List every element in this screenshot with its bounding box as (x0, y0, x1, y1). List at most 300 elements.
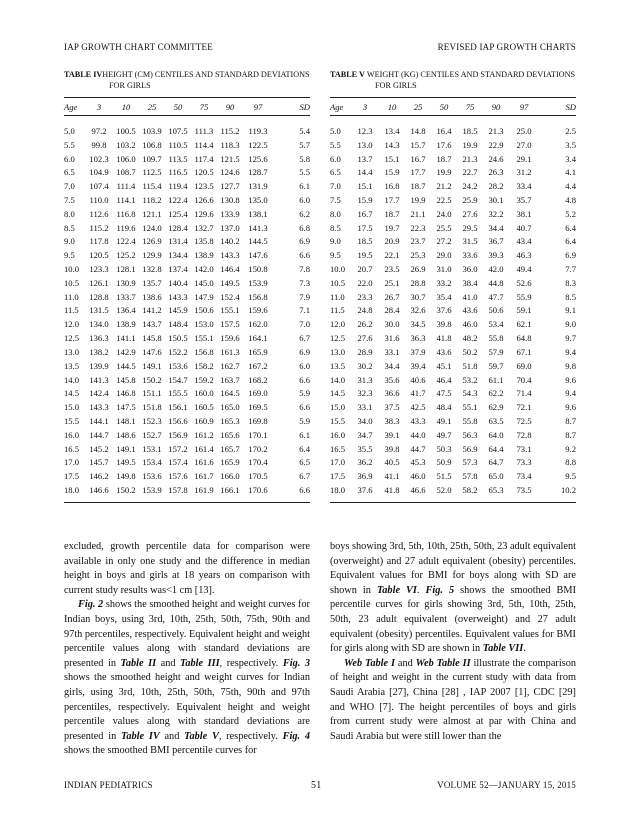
table-cell: 122.5 (248, 139, 268, 150)
table-cell: 43.6 (436, 346, 452, 357)
table-cell: 17.0 (64, 457, 80, 468)
table-cell: 8.7 (565, 429, 576, 440)
table-cell: 135.7 (142, 277, 162, 288)
table-cell: 123.5 (194, 181, 214, 192)
table-cell: 167.2 (248, 360, 268, 371)
table-cell: 141.2 (142, 305, 162, 316)
table-cell: 39.4 (410, 360, 426, 371)
table-cell: 11.0 (64, 291, 79, 302)
page-number: 51 (311, 780, 322, 791)
table-cell: 13.5 (330, 360, 346, 371)
table-cell: 150.6 (194, 305, 214, 316)
table-cell: 9.5 (565, 471, 576, 482)
table-cell: 30.2 (357, 360, 373, 371)
table-cell: 137.4 (168, 264, 188, 275)
table-cell: 41.0 (462, 291, 478, 302)
table-cell: 30.1 (488, 194, 504, 205)
table-cell: 13.4 (384, 125, 400, 136)
table-cell: 165.3 (220, 415, 240, 426)
table-cell: 6.7 (299, 333, 310, 344)
table-cell: 8.5 (330, 222, 341, 233)
table-cell: 35.6 (384, 374, 400, 385)
table-cell: 22.1 (384, 250, 400, 261)
table-cell: 4.1 (565, 167, 576, 178)
table-cell: 4.8 (565, 194, 576, 205)
table-row (64, 345, 310, 359)
table-cell: 13.5 (64, 360, 80, 371)
table-cell: 149.1 (142, 360, 162, 371)
table-cell: 6.6 (299, 402, 310, 413)
table-cell: 19.7 (384, 222, 400, 233)
table-cell: 17.5 (330, 471, 346, 482)
table-row (330, 179, 576, 193)
table-cell: 150.8 (248, 264, 268, 275)
text-run: illustrate the comparison of height and weight in the current study with data from Saudi Arabia [27], China [28] , IAP 2007 [1], CDC [29] and WHO [7]. The height percentiles of boys and girls from current study were almost at par with China and Saudi Arabia but were still lower than the (330, 657, 576, 742)
table-cell: 11.5 (330, 305, 345, 316)
table-cell: 141.3 (248, 222, 268, 233)
table-row (330, 359, 576, 373)
table-cell: 32.3 (357, 388, 373, 399)
table-cell: 131.9 (248, 181, 268, 192)
table-cell: 153.4 (142, 457, 162, 468)
table-cell: 31.6 (384, 333, 400, 344)
table-row (64, 235, 310, 249)
table-cell: 32.6 (410, 305, 426, 316)
table-cell: 163.7 (220, 374, 240, 385)
table-cell: 131.4 (168, 236, 188, 247)
table-cell: 161.9 (194, 485, 214, 496)
table-cell: 162.0 (248, 319, 268, 330)
table-ref: Web Table I (344, 657, 395, 669)
table-cell: 17.7 (384, 194, 400, 205)
table-cell: 71.4 (516, 388, 532, 399)
table-cell: 138.6 (142, 291, 162, 302)
table-cell: 54.3 (462, 388, 478, 399)
table-cell: 9.1 (565, 305, 576, 316)
table-cell: 116.8 (116, 208, 136, 219)
table-cell: 18.7 (436, 153, 452, 164)
table-cell: 6.0 (330, 153, 341, 164)
table-row (64, 165, 310, 179)
table-cell: 103.9 (142, 125, 162, 136)
table-cell: 49.4 (516, 264, 532, 275)
table-cell: 164.1 (248, 333, 268, 344)
table-cell: 149.8 (116, 471, 136, 482)
table-cell: 33.6 (462, 250, 478, 261)
table-cell: 158.2 (194, 360, 214, 371)
table-cell: 73.4 (516, 471, 532, 482)
table-cell: 117.8 (89, 236, 109, 247)
table-row (64, 469, 310, 483)
table-cell: 57.3 (462, 457, 478, 468)
table-cell: 9.0 (330, 236, 341, 247)
table-cell: 56.9 (462, 443, 478, 454)
table-row (330, 331, 576, 345)
table-cell: 151.8 (142, 402, 162, 413)
table-cell: 65.3 (488, 485, 504, 496)
running-header-left: IAP GROWTH CHART COMMITTEE (64, 42, 213, 52)
table-cell: 129.6 (194, 208, 214, 219)
table-cell: 125.4 (168, 208, 188, 219)
table-cell: 25.5 (436, 222, 452, 233)
table-cell: 127.7 (220, 181, 240, 192)
table-cell: 6.6 (299, 374, 310, 385)
table-cell: 6.7 (299, 471, 310, 482)
table-cell: 145.0 (194, 277, 214, 288)
paragraph: excluded, growth percentile data for comparison were available in only one study and the difference in median height in boys and girls at 18 years on comparison with current study results was<1 cm [13]. (64, 541, 310, 596)
paragraph (64, 598, 310, 759)
table-cell: 160.9 (194, 415, 214, 426)
table-cell: 46.0 (410, 471, 426, 482)
table-cell: 18.0 (330, 485, 346, 496)
table-cell: 44.0 (410, 429, 426, 440)
table-cell: 28.9 (357, 346, 373, 357)
table-cell: 150.2 (116, 485, 136, 496)
table-cell: 19.9 (410, 194, 426, 205)
table-ref: Web Table II (415, 657, 471, 669)
table-cell: 118.2 (142, 194, 162, 205)
table-cell: 6.1 (299, 429, 310, 440)
table-cell: 9.0 (64, 236, 75, 247)
table-cell: 125.6 (248, 153, 268, 164)
table-cell: 7.5 (330, 194, 341, 205)
table-row (330, 483, 576, 497)
table-row (330, 124, 576, 138)
table-cell: 26.9 (410, 264, 426, 275)
table-cell: 165.7 (220, 443, 240, 454)
table-cell: 64.7 (488, 457, 504, 468)
table-cell: 22.5 (436, 194, 452, 205)
table-cell: 138.9 (194, 250, 214, 261)
table-cell: 8.8 (565, 457, 576, 468)
column-header: Age (64, 101, 78, 112)
table-cell: 152.3 (142, 415, 162, 426)
table-v-body (330, 116, 576, 503)
table-cell: 48.2 (462, 333, 478, 344)
table-cell: 41.8 (384, 485, 400, 496)
table-row (330, 193, 576, 207)
table-cell: 31.3 (357, 374, 373, 385)
table-cell: 14.8 (410, 125, 426, 136)
table-cell: 128.8 (89, 291, 109, 302)
table-row (330, 276, 576, 290)
table-cell: 99.8 (91, 139, 107, 150)
table-cell: 132.7 (194, 222, 214, 233)
table-cell: 166.0 (220, 471, 240, 482)
table-cell: 126.9 (142, 236, 162, 247)
table-cell: 124.6 (220, 167, 240, 178)
table-cell: 50.2 (462, 346, 478, 357)
table-cell: 24.0 (436, 208, 452, 219)
table-cell: 5.2 (565, 208, 576, 219)
table-cell: 34.4 (384, 360, 400, 371)
table-cell: 9.4 (565, 346, 576, 357)
table-cell: 41.8 (436, 333, 452, 344)
table-cell: 129.9 (142, 250, 162, 261)
table-cell: 15.1 (357, 181, 373, 192)
table-cell: 157.8 (168, 485, 188, 496)
table-cell: 6.6 (299, 485, 310, 496)
table-cell: 170.4 (248, 457, 268, 468)
table-cell: 5.5 (330, 139, 341, 150)
table-cell: 21.3 (488, 125, 504, 136)
table-cell: 138.1 (248, 208, 268, 219)
table-cell: 166.1 (220, 485, 240, 496)
table-cell: 25.9 (462, 194, 478, 205)
table-cell: 25.1 (384, 277, 400, 288)
table-cell: 35.5 (357, 443, 373, 454)
column-header: 3 (96, 101, 102, 112)
table-cell: 9.0 (565, 319, 576, 330)
table-cell: 9.5 (330, 250, 341, 261)
table-cell: 33.1 (357, 402, 373, 413)
table-cell: 157.2 (168, 443, 188, 454)
running-header-right: REVISED IAP GROWTH CHARTS (437, 42, 576, 52)
fig-ref: Fig. 4 (282, 730, 310, 742)
table-cell: 132.8 (142, 264, 162, 275)
table-cell: 3.5 (565, 139, 576, 150)
table-cell: 23.7 (410, 236, 426, 247)
table-cell: 144.1 (89, 415, 109, 426)
table-cell: 119.3 (248, 125, 268, 136)
table-cell: 9.8 (565, 360, 576, 371)
table-cell: 33.1 (384, 346, 400, 357)
table-cell: 141.1 (116, 333, 136, 344)
table-cell: 18.7 (410, 181, 426, 192)
table-cell: 14.5 (64, 388, 80, 399)
table-row (330, 428, 576, 442)
table-cell: 21.3 (462, 153, 478, 164)
table-cell: 147.6 (248, 250, 268, 261)
table-cell: 13.7 (357, 153, 373, 164)
table-ref: Table VI (376, 584, 417, 596)
table-cell: 38.3 (384, 415, 400, 426)
table-cell: 168.2 (248, 374, 268, 385)
table-cell: 47.7 (488, 291, 504, 302)
table-cell: 72.8 (516, 429, 532, 440)
column-header: SD (565, 101, 576, 112)
table-cell: 159.6 (220, 333, 240, 344)
table-cell: 6.5 (330, 167, 341, 178)
table-cell: 133.7 (116, 291, 136, 302)
table-cell: 113.5 (168, 153, 188, 164)
table-cell: 55.1 (462, 402, 478, 413)
table-row (330, 152, 576, 166)
table-row (64, 221, 310, 235)
table-v (330, 69, 576, 503)
table-cell: 126.1 (89, 277, 109, 288)
table-cell: 23.5 (384, 264, 400, 275)
table-row (64, 317, 310, 331)
table-cell: 72.1 (516, 402, 532, 413)
table-cell: 6.5 (299, 457, 310, 468)
table-cell: 50.6 (488, 305, 504, 316)
table-cell: 13.0 (357, 139, 373, 150)
table-cell: 165.9 (248, 346, 268, 357)
table-row (64, 248, 310, 262)
fig-ref: Fig. 5 (425, 584, 455, 596)
table-row (64, 276, 310, 290)
table-cell: 53.4 (488, 319, 504, 330)
table-cell: 73.3 (516, 457, 532, 468)
table-cell: 156.8 (248, 291, 268, 302)
table-cell: 97.2 (91, 125, 107, 136)
table-cell: 28.8 (410, 277, 426, 288)
table-cell: 147.5 (116, 402, 136, 413)
table-cell: 73.1 (516, 443, 532, 454)
table-row (330, 248, 576, 262)
table-cell: 147.9 (194, 291, 214, 302)
table-cell: 39.8 (436, 319, 452, 330)
table-row (64, 456, 310, 470)
table-cell: 5.9 (299, 415, 310, 426)
footer-journal: INDIAN PEDIATRICS (64, 780, 153, 790)
table-row (330, 317, 576, 331)
table-cell: 36.0 (462, 264, 478, 275)
table-cell: 160.5 (194, 402, 214, 413)
table-cell: 123.3 (89, 264, 109, 275)
table-cell: 165.0 (220, 402, 240, 413)
table-cell: 16.7 (357, 208, 373, 219)
table-cell: 26.7 (384, 291, 400, 302)
table-cell: 142.9 (116, 346, 136, 357)
table-cell: 46.6 (410, 485, 426, 496)
table-cell: 6.4 (565, 222, 576, 233)
table-cell: 135.8 (194, 236, 214, 247)
table-cell: 17.7 (410, 167, 426, 178)
table-cell: 156.1 (168, 402, 188, 413)
table-cell: 6.0 (299, 194, 310, 205)
table-cell: 43.3 (410, 415, 426, 426)
table-cell: 165.9 (220, 457, 240, 468)
table-cell: 137.0 (220, 222, 240, 233)
table-cell: 64.0 (488, 429, 504, 440)
table-cell: 6.8 (299, 222, 310, 233)
table-row (64, 483, 310, 497)
table-ref: Table II (120, 657, 157, 669)
table-cell: 126.6 (194, 194, 214, 205)
table-cell: 31.5 (462, 236, 478, 247)
table-cell: 19.9 (436, 167, 452, 178)
body-column-right (330, 540, 576, 744)
table-cell: 130.8 (220, 194, 240, 205)
table-cell: 141.3 (89, 374, 109, 385)
column-header: 90 (491, 101, 501, 112)
table-row (330, 290, 576, 304)
column-header: 25 (147, 101, 157, 112)
table-cell: 57.8 (462, 471, 478, 482)
table-cell: 14.3 (384, 139, 400, 150)
table-cell: 12.5 (64, 333, 80, 344)
table-cell: 15.5 (330, 415, 346, 426)
column-header: 97 (519, 101, 529, 112)
table-cell: 11.0 (330, 291, 345, 302)
table-cell: 121.1 (142, 208, 162, 219)
table-cell: 69.0 (516, 360, 532, 371)
table-cell: 9.5 (64, 250, 75, 261)
table-cell: 133.9 (220, 208, 240, 219)
table-cell: 120.5 (194, 167, 214, 178)
table-cell: 5.0 (64, 125, 75, 136)
table-cell: 107.5 (168, 125, 188, 136)
table-cell: 16.4 (436, 125, 452, 136)
table-cell: 170.6 (248, 485, 268, 496)
table-cell: 7.0 (299, 319, 310, 330)
table-cell: 143.3 (220, 250, 240, 261)
table-cell: 14.4 (357, 167, 373, 178)
table-cell: 157.4 (168, 457, 188, 468)
table-cell: 21.1 (410, 208, 426, 219)
table-cell: 10.2 (560, 485, 576, 496)
table-cell: 6.9 (565, 250, 576, 261)
table-cell: 8.3 (565, 277, 576, 288)
table-cell: 6.4 (299, 443, 310, 454)
fig-ref: Fig. 2 (78, 599, 104, 611)
text-run: shows the smoothed BMI percentile curves for girls showing 3rd, 5th, 10th, 25th, 50th, 23 adult equivalent (overweight) and 27 adult equivalent (obesity) percentiles. Equivalent values for BMI for girls along with SD are shown in (330, 584, 576, 655)
table-v-title: WEIGHT (KG) CENTILES AND STANDARD DEVIATIONS (366, 70, 576, 79)
table-cell: 46.0 (462, 319, 478, 330)
table-row (64, 400, 310, 414)
table-cell: 6.4 (565, 236, 576, 247)
table-cell: 29.5 (462, 222, 478, 233)
table-cell: 40.6 (410, 374, 426, 385)
table-cell: 63.5 (488, 415, 504, 426)
table-cell: 19.9 (462, 139, 478, 150)
table-cell: 22.0 (357, 277, 373, 288)
table-cell: 10.0 (330, 264, 346, 275)
table-cell: 16.8 (384, 181, 400, 192)
table-row (330, 138, 576, 152)
table-row (64, 179, 310, 193)
table-cell: 22.9 (488, 139, 504, 150)
table-cell: 16.7 (410, 153, 426, 164)
table-cell: 160.0 (194, 388, 214, 399)
table-cell: 120.5 (89, 250, 109, 261)
footer-volume: VOLUME 52—JANUARY 15, 2015 (437, 780, 576, 790)
table-iv (64, 69, 310, 503)
table-cell: 110.5 (168, 139, 188, 150)
table-cell: 104.9 (89, 167, 109, 178)
table-cell: 9.6 (565, 402, 576, 413)
table-cell: 64.8 (516, 333, 532, 344)
table-cell: 143.3 (89, 402, 109, 413)
table-cell: 148.1 (116, 415, 136, 426)
table-cell: 5.4 (299, 125, 310, 136)
table-cell: 61.1 (488, 374, 504, 385)
table-cell: 18.5 (357, 236, 373, 247)
column-header: 10 (387, 101, 397, 112)
table-cell: 39.1 (384, 429, 400, 440)
table-cell: 8.5 (64, 222, 75, 233)
table-cell: 115.2 (89, 222, 109, 233)
table-cell: 161.3 (220, 346, 240, 357)
table-cell: 161.2 (194, 429, 214, 440)
table-cell: 38.1 (516, 208, 532, 219)
table-cell: 5.5 (64, 139, 75, 150)
table-cell: 152.4 (220, 291, 240, 302)
table-cell: 156.6 (168, 415, 188, 426)
text-run: , respectively. (218, 730, 283, 742)
table-cell: 155.1 (194, 333, 214, 344)
text-run: and (156, 657, 181, 669)
table-cell: 156.9 (168, 429, 188, 440)
table-cell: 17.5 (64, 471, 80, 482)
table-iv-body (64, 116, 310, 503)
column-header: 3 (362, 101, 368, 112)
table-cell: 30.7 (410, 291, 426, 302)
table-cell: 34.5 (410, 319, 426, 330)
table-cell: 119.6 (116, 222, 136, 233)
